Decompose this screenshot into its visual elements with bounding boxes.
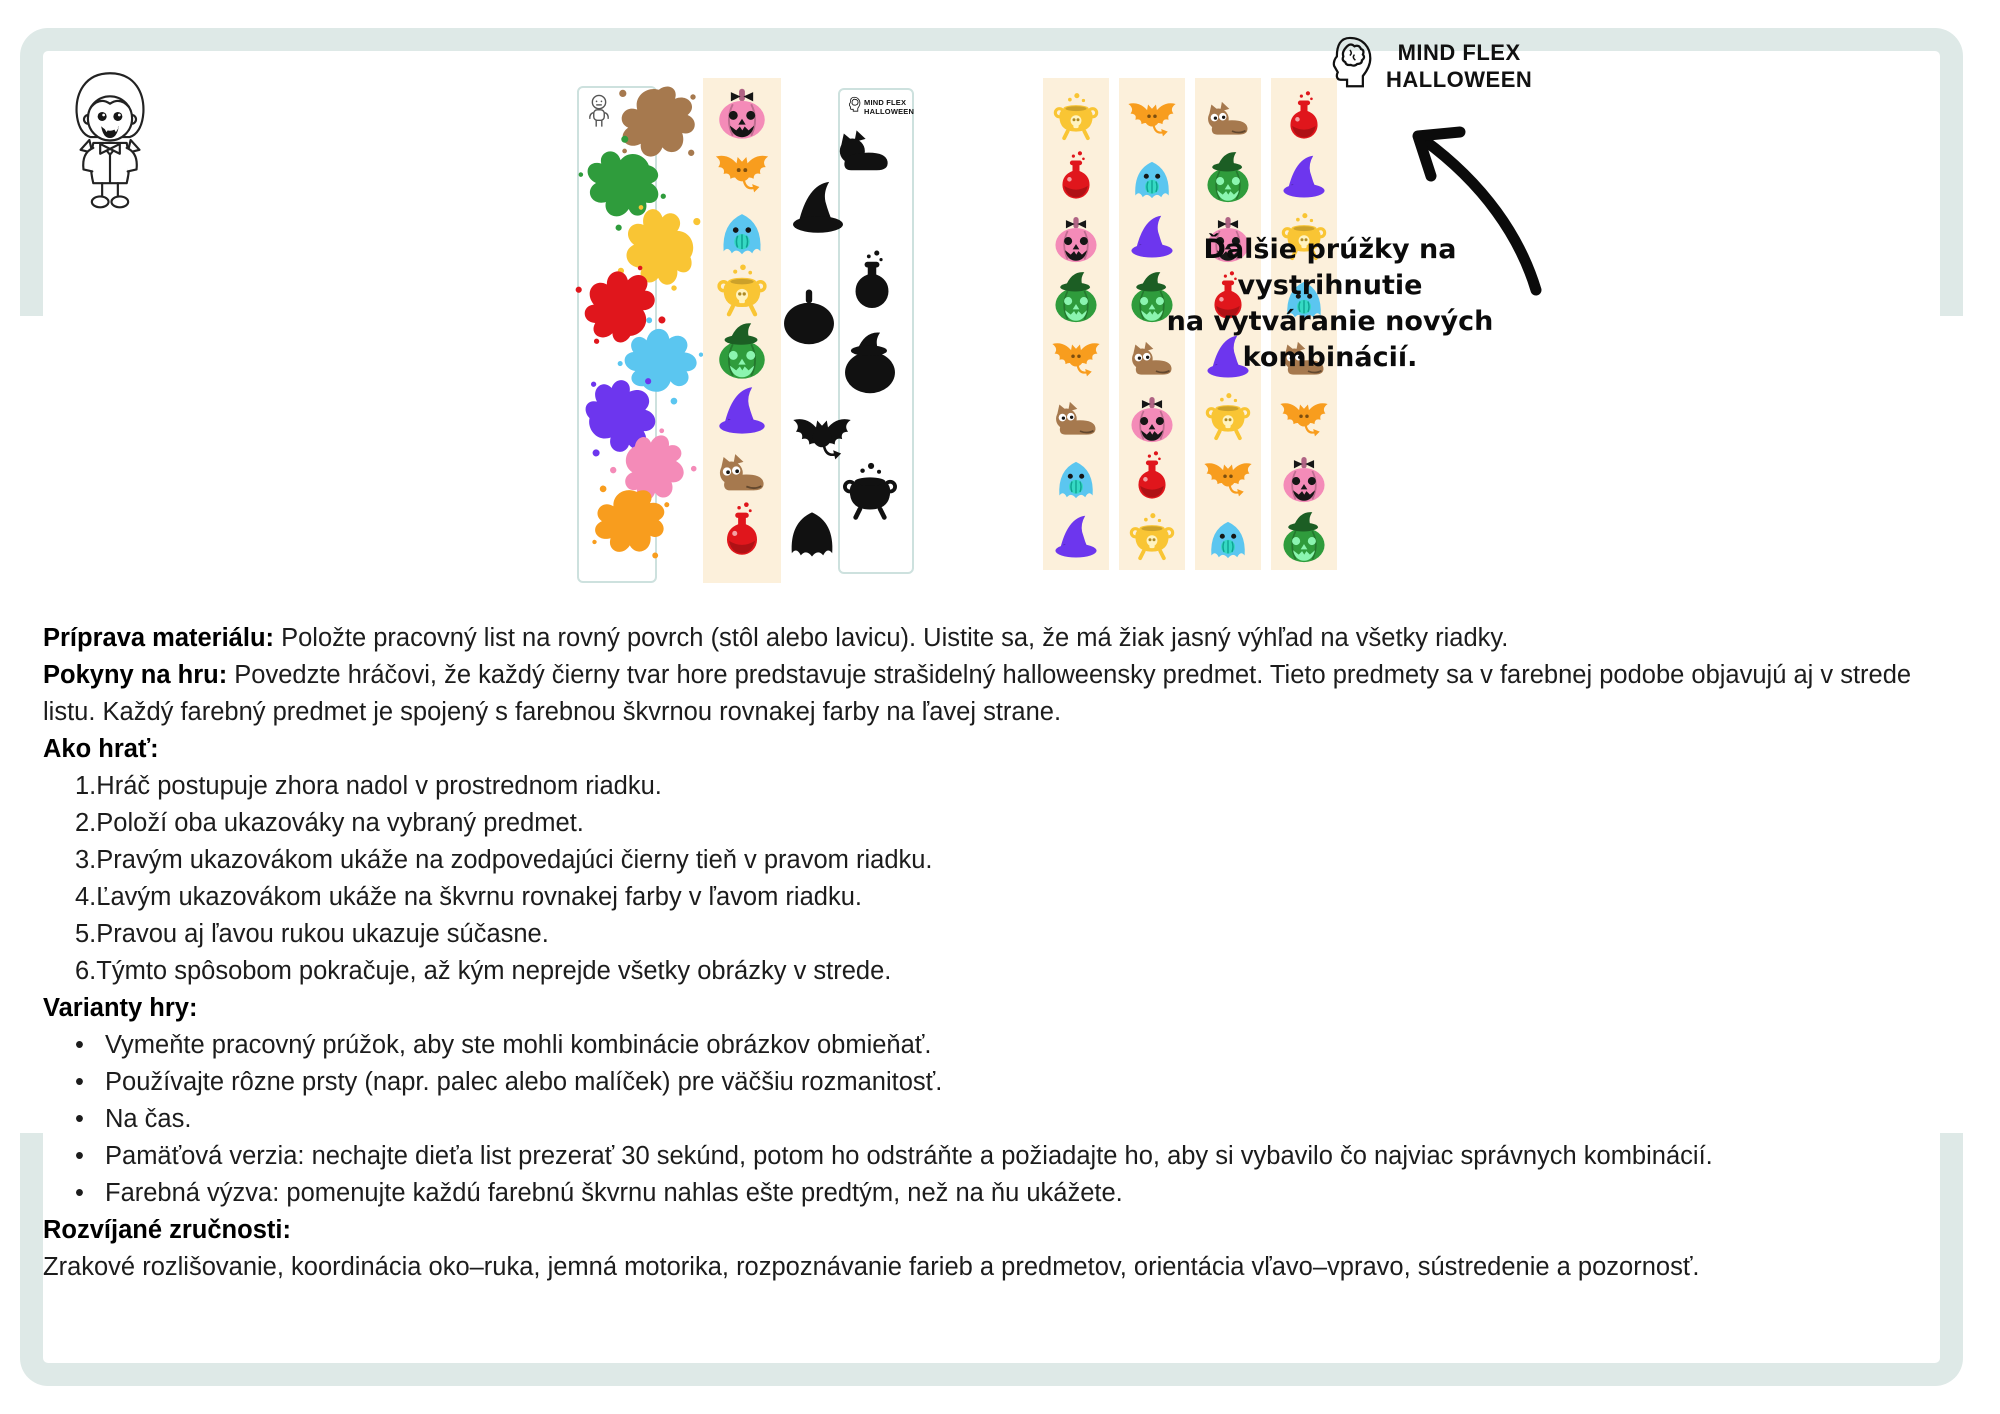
mini-skeleton-icon [585, 93, 613, 140]
pumpkin-hat-icon [711, 321, 773, 383]
bat-icon [1200, 450, 1256, 506]
bat-icon [711, 141, 773, 203]
cauldron-icon [1048, 90, 1104, 146]
shadow-pumpkin-icon [775, 281, 843, 349]
ghost-icon [1200, 510, 1256, 566]
instructions-text-block [43, 620, 1943, 1286]
bat-icon [1048, 330, 1104, 386]
cat-icon [1048, 390, 1104, 446]
shadow-pumpkin-hat-icon [836, 330, 904, 398]
pumpkin-icon [1048, 210, 1104, 266]
head-brain-icon [1322, 34, 1374, 97]
ghost-icon [1124, 150, 1180, 206]
bat-icon [1124, 90, 1180, 146]
bullet-dot: • [75, 1068, 84, 1096]
pumpkin-hat-icon [1200, 150, 1256, 206]
instruction-line: Zrakové rozlišovanie, koordinácia oko–ruka, jemná motorika, rozpoznávanie farieb a predmetov, orientácia vľavo–vpravo, sústredenie a pozornosť. [43, 1253, 1700, 1281]
caption-line: kombinácií. [1242, 342, 1418, 373]
ghost-icon [711, 201, 773, 263]
step-number: 2. [75, 809, 97, 837]
brand-logo-text: MIND FLEX HALLOWEEN [1386, 39, 1533, 92]
instruction-step: 1.Hráč postupuje zhora nadol v prostrednom riadku. [43, 768, 1943, 805]
instruction-line [43, 1212, 1943, 1249]
vampire-character-illustration [56, 66, 164, 221]
pumpkin-hat-icon [1276, 510, 1332, 566]
bat-icon [1276, 390, 1332, 446]
mini-head-brain-icon [846, 96, 861, 118]
instruction-heading: Varianty hry: [43, 994, 198, 1022]
cauldron-icon [1200, 390, 1256, 446]
mini-logo [846, 96, 914, 118]
instruction-line [43, 990, 1943, 1027]
cat-icon [711, 441, 773, 503]
shadow-ghost-icon [778, 498, 846, 566]
shadow-cat-icon [830, 116, 898, 184]
cauldron-icon [1124, 510, 1180, 566]
step-number: 1. [75, 772, 97, 800]
instruction-step: 2.Položí oba ukazováky na vybraný predmet. [43, 805, 1943, 842]
instruction-bullet: • Farebná výzva: pomenujte každú farebnú škvrnu nahlas ešte predtým, než na ňu ukážete. [43, 1175, 1943, 1212]
shadow-potion-icon [838, 249, 906, 317]
pumpkin-icon [711, 81, 773, 143]
pumpkin-icon [1276, 450, 1332, 506]
splat-orange-icon [587, 481, 671, 565]
frame-top-border [20, 28, 1963, 316]
instruction-heading: Pokyny na hru: [43, 661, 228, 689]
hat-icon [1048, 510, 1104, 566]
bullet-dot: • [75, 1105, 84, 1133]
caption-line: na vytváranie nových [1166, 306, 1494, 337]
bullet-dot: • [75, 1179, 84, 1207]
potion-icon [711, 501, 773, 563]
hat-icon [711, 381, 773, 443]
potion-icon [1048, 150, 1104, 206]
brand-logo [1322, 34, 1532, 97]
caption-line: Ďalšie prúžky na vystrihnutie [1203, 234, 1457, 301]
instruction-heading: Rozvíjané zručnosti: [43, 1216, 291, 1244]
cat-icon [1200, 90, 1256, 146]
instruction-step: 6.Týmto spôsobom pokračuje, až kým neprejde všetky obrázky v strede. [43, 953, 1943, 990]
bullet-dot: • [75, 1142, 84, 1170]
instruction-step: 5.Pravou aj ľavou rukou ukazuje súčasne. [43, 916, 1943, 953]
instruction-bullet: • Používajte rôzne prsty (napr. palec alebo malíček) pre väčšiu rozmanitosť. [43, 1064, 1943, 1101]
bullet-dot: • [75, 1031, 84, 1059]
instruction-bullet: • Vymeňte pracovný prúžok, aby ste mohli kombinácie obrázkov obmieňať. [43, 1027, 1943, 1064]
instruction-heading: Ako hrať: [43, 735, 159, 763]
instruction-step: 4.Ľavým ukazovákom ukáže na škvrnu rovnakej farby v ľavom riadku. [43, 879, 1943, 916]
mini-logo-text: MIND FLEX HALLOWEEN [864, 98, 915, 116]
extra-strips-caption [1120, 232, 1540, 376]
instruction-line: Príprava materiálu: Položte pracovný list na rovný povrch (stôl alebo lavicu). Uistite sa, že má žiak jasný výhľad na všetky riadky. [43, 624, 1509, 652]
step-number: 4. [75, 883, 97, 911]
instruction-line [43, 731, 1943, 768]
step-number: 5. [75, 920, 97, 948]
hat-icon [1276, 150, 1332, 206]
instruction-line: Pokyny na hru: Povedzte hráčovi, že každý čierny tvar hore predstavuje strašidelný halloweensky predmet. Tieto predmety sa v farebnej podobe objavujú aj v strede listu. Každý farebný predmet je spojený s farebnou škvrnou rovnakej farby na ľavej strane. [43, 661, 1912, 726]
step-number: 3. [75, 846, 97, 874]
pumpkin-hat-icon [1048, 270, 1104, 326]
step-number: 6. [75, 957, 97, 985]
pumpkin-icon [1124, 390, 1180, 446]
instruction-step: 3.Pravým ukazovákom ukáže na zodpovedajúci čierny tieň v pravom riadku. [43, 842, 1943, 879]
ghost-icon [1048, 450, 1104, 506]
instruction-bullet: • Na čas. [43, 1101, 1943, 1138]
potion-icon [1276, 90, 1332, 146]
potion-icon [1124, 450, 1180, 506]
shadow-hat-icon [784, 175, 852, 243]
instruction-heading: Príprava materiálu: [43, 624, 275, 652]
instruction-bullet: • Pamäťová verzia: nechajte dieťa list prezerať 30 sekúnd, potom ho odstráňte a požiadajte ho, aby si vybavilo čo najviac správnych kombinácií. [43, 1138, 1943, 1175]
cauldron-icon [711, 261, 773, 323]
shadow-cauldron-icon [836, 459, 904, 527]
